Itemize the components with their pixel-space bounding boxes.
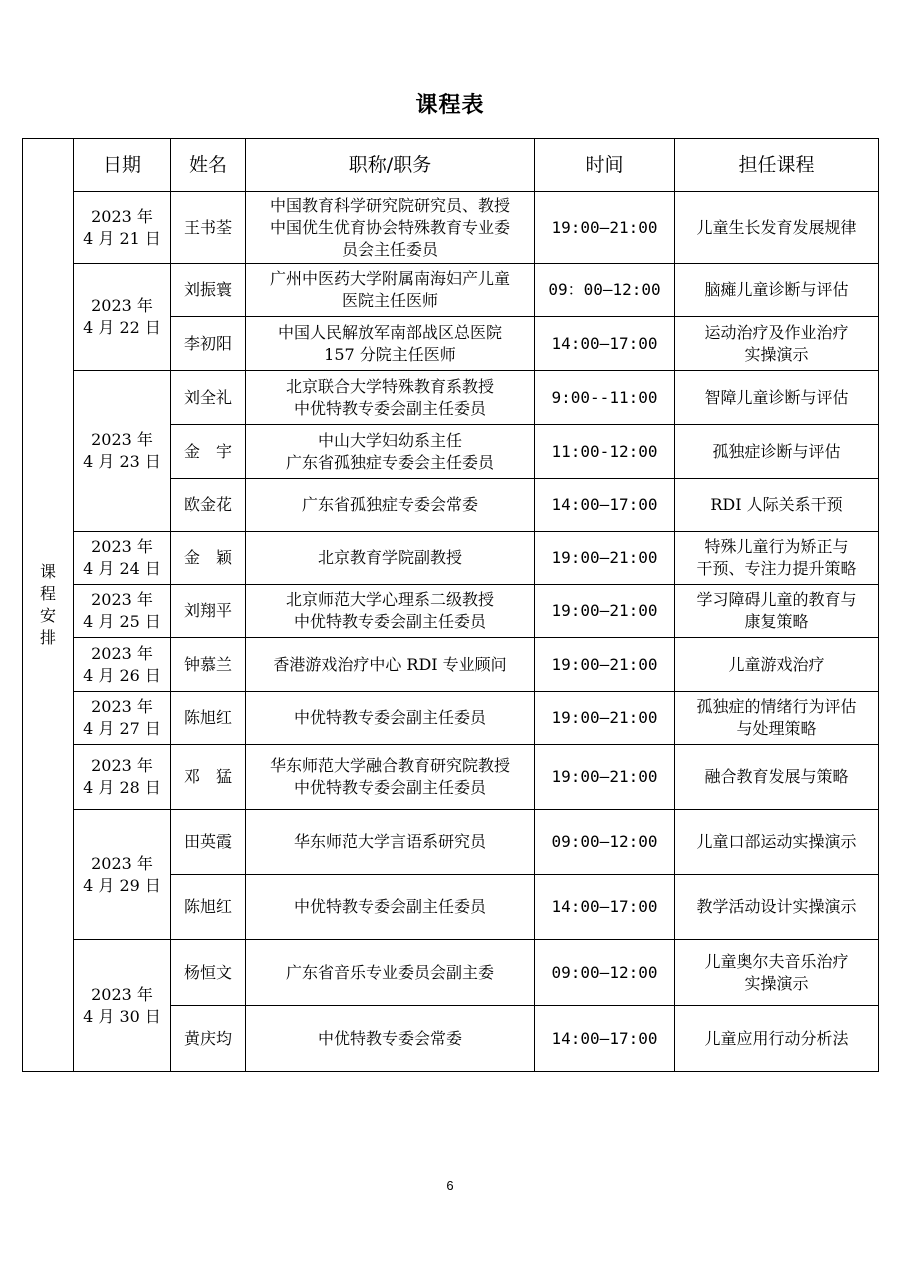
name-cell: 金 宇 bbox=[171, 425, 246, 479]
cell-line: 广州中医药大学附属南海妇产儿童 bbox=[269, 269, 510, 288]
column-header: 日期 bbox=[74, 139, 171, 192]
title-cell bbox=[246, 264, 535, 317]
cell-line: 实操演示 bbox=[744, 344, 809, 364]
date-cell bbox=[74, 371, 171, 532]
name-cell: 钟慕兰 bbox=[171, 638, 246, 692]
title-cell bbox=[246, 532, 535, 585]
course-cell bbox=[675, 317, 879, 371]
course-cell bbox=[675, 371, 879, 425]
cell-line: 实操演示 bbox=[744, 973, 809, 993]
course-cell bbox=[675, 810, 879, 875]
date-cell bbox=[74, 638, 171, 692]
cell-line: 157 分院主任医师 bbox=[324, 344, 456, 364]
course-cell bbox=[675, 638, 879, 692]
name-cell: 杨恒文 bbox=[171, 940, 246, 1006]
name-cell: 陈旭红 bbox=[171, 692, 246, 745]
course-cell bbox=[675, 532, 879, 585]
cell-line: 2023 年 bbox=[91, 697, 153, 716]
cell-line: 4 月 23 日 bbox=[83, 452, 161, 471]
cell-line: 与处理策略 bbox=[736, 719, 817, 738]
column-header: 职称/职务 bbox=[246, 139, 535, 192]
time-cell: 9:00--11:00 bbox=[535, 371, 675, 425]
time-cell: 09:00—12:00 bbox=[535, 940, 675, 1006]
date-cell bbox=[74, 585, 171, 638]
course-cell bbox=[675, 940, 879, 1006]
cell-line: 香港游戏治疗中心 RDI 专业顾问 bbox=[273, 654, 507, 674]
title-cell bbox=[246, 317, 535, 371]
title-cell bbox=[246, 875, 535, 940]
column-header: 时间 bbox=[535, 139, 675, 192]
title-cell bbox=[246, 1006, 535, 1072]
table-row bbox=[23, 264, 879, 317]
course-cell bbox=[675, 479, 879, 532]
column-header: 担任课程 bbox=[675, 139, 879, 192]
table-row bbox=[23, 192, 879, 264]
course-cell bbox=[675, 745, 879, 810]
cell-line: 2023 年 bbox=[91, 590, 153, 609]
cell-line: 中国优生优育协会特殊教育专业委 bbox=[269, 217, 510, 237]
time-cell: 14:00—17:00 bbox=[535, 875, 675, 940]
cell-line: 华东师范大学融合教育研究院教授 bbox=[269, 756, 510, 775]
cell-line: 2023 年 bbox=[91, 537, 153, 556]
cell-line: 广东省孤独症专委会常委 bbox=[301, 495, 478, 514]
cell-line: 学习障碍儿童的教育与 bbox=[696, 590, 857, 609]
name-cell: 王书荃 bbox=[171, 192, 246, 264]
cell-line: 2023 年 bbox=[91, 853, 153, 873]
course-cell bbox=[675, 192, 879, 264]
cell-line: 2023 年 bbox=[91, 643, 153, 663]
time-cell: 11:00-12:00 bbox=[535, 425, 675, 479]
course-cell bbox=[675, 585, 879, 638]
section-label-char: 程 bbox=[39, 584, 56, 603]
time-cell: 19:00—21:00 bbox=[535, 192, 675, 264]
cell-line: 2023 年 bbox=[91, 756, 153, 775]
course-cell bbox=[675, 875, 879, 940]
cell-line: 融合教育发展与策略 bbox=[704, 767, 849, 786]
date-cell bbox=[74, 810, 171, 940]
time-cell: 19:00—21:00 bbox=[535, 745, 675, 810]
time-cell: 09:00—12:00 bbox=[535, 810, 675, 875]
cell-line: 北京师范大学心理系二级教授 bbox=[285, 590, 494, 609]
cell-line: 脑瘫儿童诊断与评估 bbox=[704, 280, 849, 299]
cell-line: 中优特教专委会副主任委员 bbox=[293, 778, 486, 797]
time-cell: 19:00—21:00 bbox=[535, 638, 675, 692]
cell-line: 中国人民解放军南部战区总医院 bbox=[277, 322, 502, 342]
cell-line: 北京联合大学特殊教育系教授 bbox=[285, 376, 494, 396]
name-cell: 刘全礼 bbox=[171, 371, 246, 425]
time-cell: 14:00—17:00 bbox=[535, 317, 675, 371]
name-cell: 黄庆均 bbox=[171, 1006, 246, 1072]
course-cell bbox=[675, 425, 879, 479]
cell-line: 4 月 28 日 bbox=[83, 778, 161, 797]
cell-line: 干预、专注力提升策略 bbox=[696, 559, 857, 578]
cell-line: 2023 年 bbox=[91, 206, 153, 226]
time-cell: 14:00—17:00 bbox=[535, 1006, 675, 1072]
name-cell: 陈旭红 bbox=[171, 875, 246, 940]
cell-line: 中优特教专委会副主任委员 bbox=[293, 708, 486, 727]
column-header: 姓名 bbox=[171, 139, 246, 192]
cell-line: 中优特教专委会副主任委员 bbox=[293, 897, 486, 916]
cell-line: 4 月 29 日 bbox=[83, 875, 161, 895]
name-cell: 李初阳 bbox=[171, 317, 246, 371]
cell-line: 运动治疗及作业治疗 bbox=[704, 322, 849, 342]
title-cell bbox=[246, 940, 535, 1006]
cell-line: 广东省音乐专业委员会副主委 bbox=[285, 962, 494, 982]
cell-line: 2023 年 bbox=[91, 984, 153, 1004]
time-cell: 14:00—17:00 bbox=[535, 479, 675, 532]
table-row bbox=[23, 810, 879, 875]
cell-line: 中山大学妇幼系主任 bbox=[317, 430, 462, 450]
name-cell: 田英霞 bbox=[171, 810, 246, 875]
title-cell bbox=[246, 371, 535, 425]
time-cell: 09：00—12:00 bbox=[535, 264, 675, 317]
course-cell bbox=[675, 692, 879, 745]
table-row bbox=[23, 745, 879, 810]
cell-line: 孤独症的情绪行为评估 bbox=[696, 697, 857, 716]
cell-line: 员会主任委员 bbox=[341, 239, 438, 259]
schedule-table bbox=[22, 138, 879, 1072]
cell-line: 4 月 27 日 bbox=[83, 719, 161, 738]
cell-line: 中优特教专委会副主任委员 bbox=[293, 398, 486, 418]
page-number: 6 bbox=[446, 1178, 454, 1193]
cell-line: 2023 年 bbox=[91, 296, 153, 315]
cell-line: 4 月 22 日 bbox=[83, 318, 161, 337]
title-cell bbox=[246, 192, 535, 264]
cell-line: 中优特教专委会常委 bbox=[317, 1028, 462, 1048]
cell-line: 康复策略 bbox=[744, 612, 809, 631]
date-cell bbox=[74, 940, 171, 1072]
table-row bbox=[23, 532, 879, 585]
table-row bbox=[23, 371, 879, 425]
title-cell bbox=[246, 810, 535, 875]
cell-line: 4 月 24 日 bbox=[83, 559, 161, 578]
cell-line: 儿童应用行动分析法 bbox=[704, 1028, 849, 1048]
cell-line: 医院主任医师 bbox=[341, 291, 438, 310]
name-cell: 金 颖 bbox=[171, 532, 246, 585]
course-cell bbox=[675, 264, 879, 317]
date-cell bbox=[74, 692, 171, 745]
cell-line: 孤独症诊断与评估 bbox=[712, 441, 841, 461]
cell-line: RDI 人际关系干预 bbox=[710, 495, 843, 514]
table-row bbox=[23, 585, 879, 638]
time-cell: 19:00—21:00 bbox=[535, 532, 675, 585]
title-cell bbox=[246, 479, 535, 532]
cell-line: 中优特教专委会副主任委员 bbox=[293, 612, 486, 631]
date-cell bbox=[74, 745, 171, 810]
section-label-char: 课 bbox=[39, 562, 56, 581]
section-label-char: 排 bbox=[39, 628, 56, 647]
cell-line: 2023 年 bbox=[91, 430, 153, 449]
title-cell bbox=[246, 638, 535, 692]
table-row bbox=[23, 692, 879, 745]
cell-line: 北京教育学院副教授 bbox=[317, 548, 462, 567]
title-cell bbox=[246, 745, 535, 810]
cell-line: 儿童游戏治疗 bbox=[728, 654, 825, 674]
name-cell: 邓 猛 bbox=[171, 745, 246, 810]
cell-line: 儿童奥尔夫音乐治疗 bbox=[704, 951, 849, 971]
cell-line: 教学活动设计实操演示 bbox=[696, 897, 857, 916]
cell-line: 华东师范大学言语系研究员 bbox=[293, 832, 486, 851]
time-cell: 19:00—21:00 bbox=[535, 585, 675, 638]
title-cell bbox=[246, 585, 535, 638]
date-cell bbox=[74, 192, 171, 264]
cell-line: 特殊儿童行为矫正与 bbox=[704, 537, 849, 556]
cell-line: 中国教育科学研究院研究员、教授 bbox=[269, 195, 510, 215]
cell-line: 4 月 30 日 bbox=[83, 1006, 161, 1026]
course-cell bbox=[675, 1006, 879, 1072]
section-label bbox=[23, 139, 74, 1072]
date-cell bbox=[74, 532, 171, 585]
table-row bbox=[23, 638, 879, 692]
title-cell bbox=[246, 692, 535, 745]
section-label-char: 安 bbox=[39, 606, 56, 625]
name-cell: 刘翔平 bbox=[171, 585, 246, 638]
cell-line: 广东省孤独症专委会主任委员 bbox=[285, 452, 494, 472]
cell-line: 儿童生长发育发展规律 bbox=[696, 217, 857, 237]
cell-line: 4 月 21 日 bbox=[83, 228, 161, 248]
cell-line: 4 月 26 日 bbox=[83, 665, 161, 685]
table-row bbox=[23, 940, 879, 1006]
name-cell: 刘振寰 bbox=[171, 264, 246, 317]
page-title: 课程表 bbox=[415, 93, 485, 118]
name-cell: 欧金花 bbox=[171, 479, 246, 532]
cell-line: 智障儿童诊断与评估 bbox=[704, 387, 849, 407]
title-cell bbox=[246, 425, 535, 479]
cell-line: 儿童口部运动实操演示 bbox=[696, 832, 857, 851]
time-cell: 19:00—21:00 bbox=[535, 692, 675, 745]
cell-line: 4 月 25 日 bbox=[83, 612, 161, 631]
date-cell bbox=[74, 264, 171, 371]
